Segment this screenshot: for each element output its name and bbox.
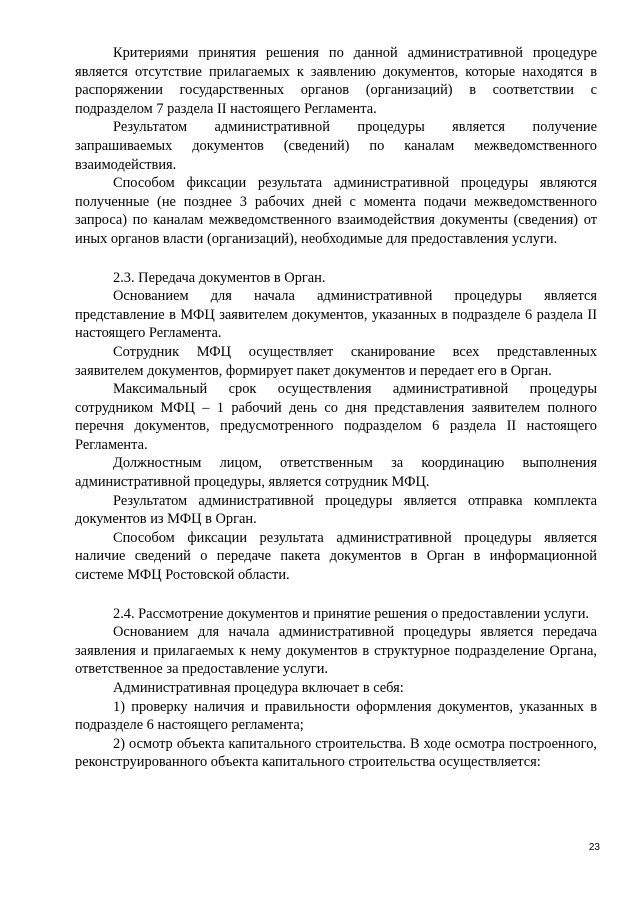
paragraph-criteria: Критериями принятия решения по данной административной процедуре является отсутствие прилагаемых к заявлению документов, которые находятся в распоряжении государственных органов (организаций) в соответствии с подразделом 7 раздела II настоящего Регламента.: [75, 45, 597, 117]
paragraph-result-2-2: Результатом административной процедуры является получение запрашиваемых документов (сведений) по каналам межведомственного взаимодействия.: [75, 119, 597, 173]
paragraph-fixation-2-3: Способом фиксации результата административной процедуры является наличие сведений о передаче пакета документов в Орган в информационной системе МФЦ Ростовской области.: [75, 529, 597, 584]
paragraph-basis-2-4: Основанием для начала административной процедуры является передача заявления и прилагаемых к нему документов в структурное подразделение Органа, ответственное за предоставление услуги.: [75, 624, 597, 678]
section-heading-2-4: 2.4. Рассмотрение документов и принятие решения о предоставлении услуги.: [113, 605, 589, 622]
paragraph-max-term: Максимальный срок осуществления административной процедуры сотрудником МФЦ – 1 рабочий день со дня представления заявителем полного перечня документов, предусмотренного подразделом 6 раздела II настоящего Регламента.: [75, 381, 597, 453]
list-item-2: 2) осмотр объекта капитального строительства. В ходе осмотра построенного, реконструированного объекта капитального строительства осуществляется:: [75, 735, 597, 771]
paragraph-includes: Административная процедура включает в себя:: [113, 680, 404, 696]
paragraph-result-2-3: Результатом административной процедуры является отправка комплекта документов из МФЦ в Орган.: [75, 492, 597, 528]
section-heading-2-3: 2.3. Передача документов в Орган.: [113, 269, 326, 286]
paragraph-fixation-2-2: Способом фиксации результата административной процедуры являются полученные (не позднее 3 рабочих дней с момента подачи межведомственного запроса) по каналам межведомственного взаимодействия документы (сведения) от иных органов власти (организаций), необходимые для предоставления услуги.: [75, 175, 597, 247]
paragraph-responsible: Должностным лицом, ответственным за координацию выполнения административной процедуры, является сотрудник МФЦ.: [75, 455, 597, 491]
paragraph-basis-2-3: Основанием для начала административной процедуры является представление в МФЦ заявителем документов, указанных в подразделе 6 раздела II настоящего Регламента.: [75, 288, 597, 342]
paragraph-scanning: Сотрудник МФЦ осуществляет сканирование всех представленных заявителем документов, формирует пакет документов и передает его в Орган.: [75, 343, 597, 379]
document-body: [75, 44, 597, 772]
page-number: 23: [588, 842, 600, 853]
list-item-1: 1) проверку наличия и правильности оформления документов, указанных в подразделе 6 настоящего регламента;: [75, 698, 597, 734]
